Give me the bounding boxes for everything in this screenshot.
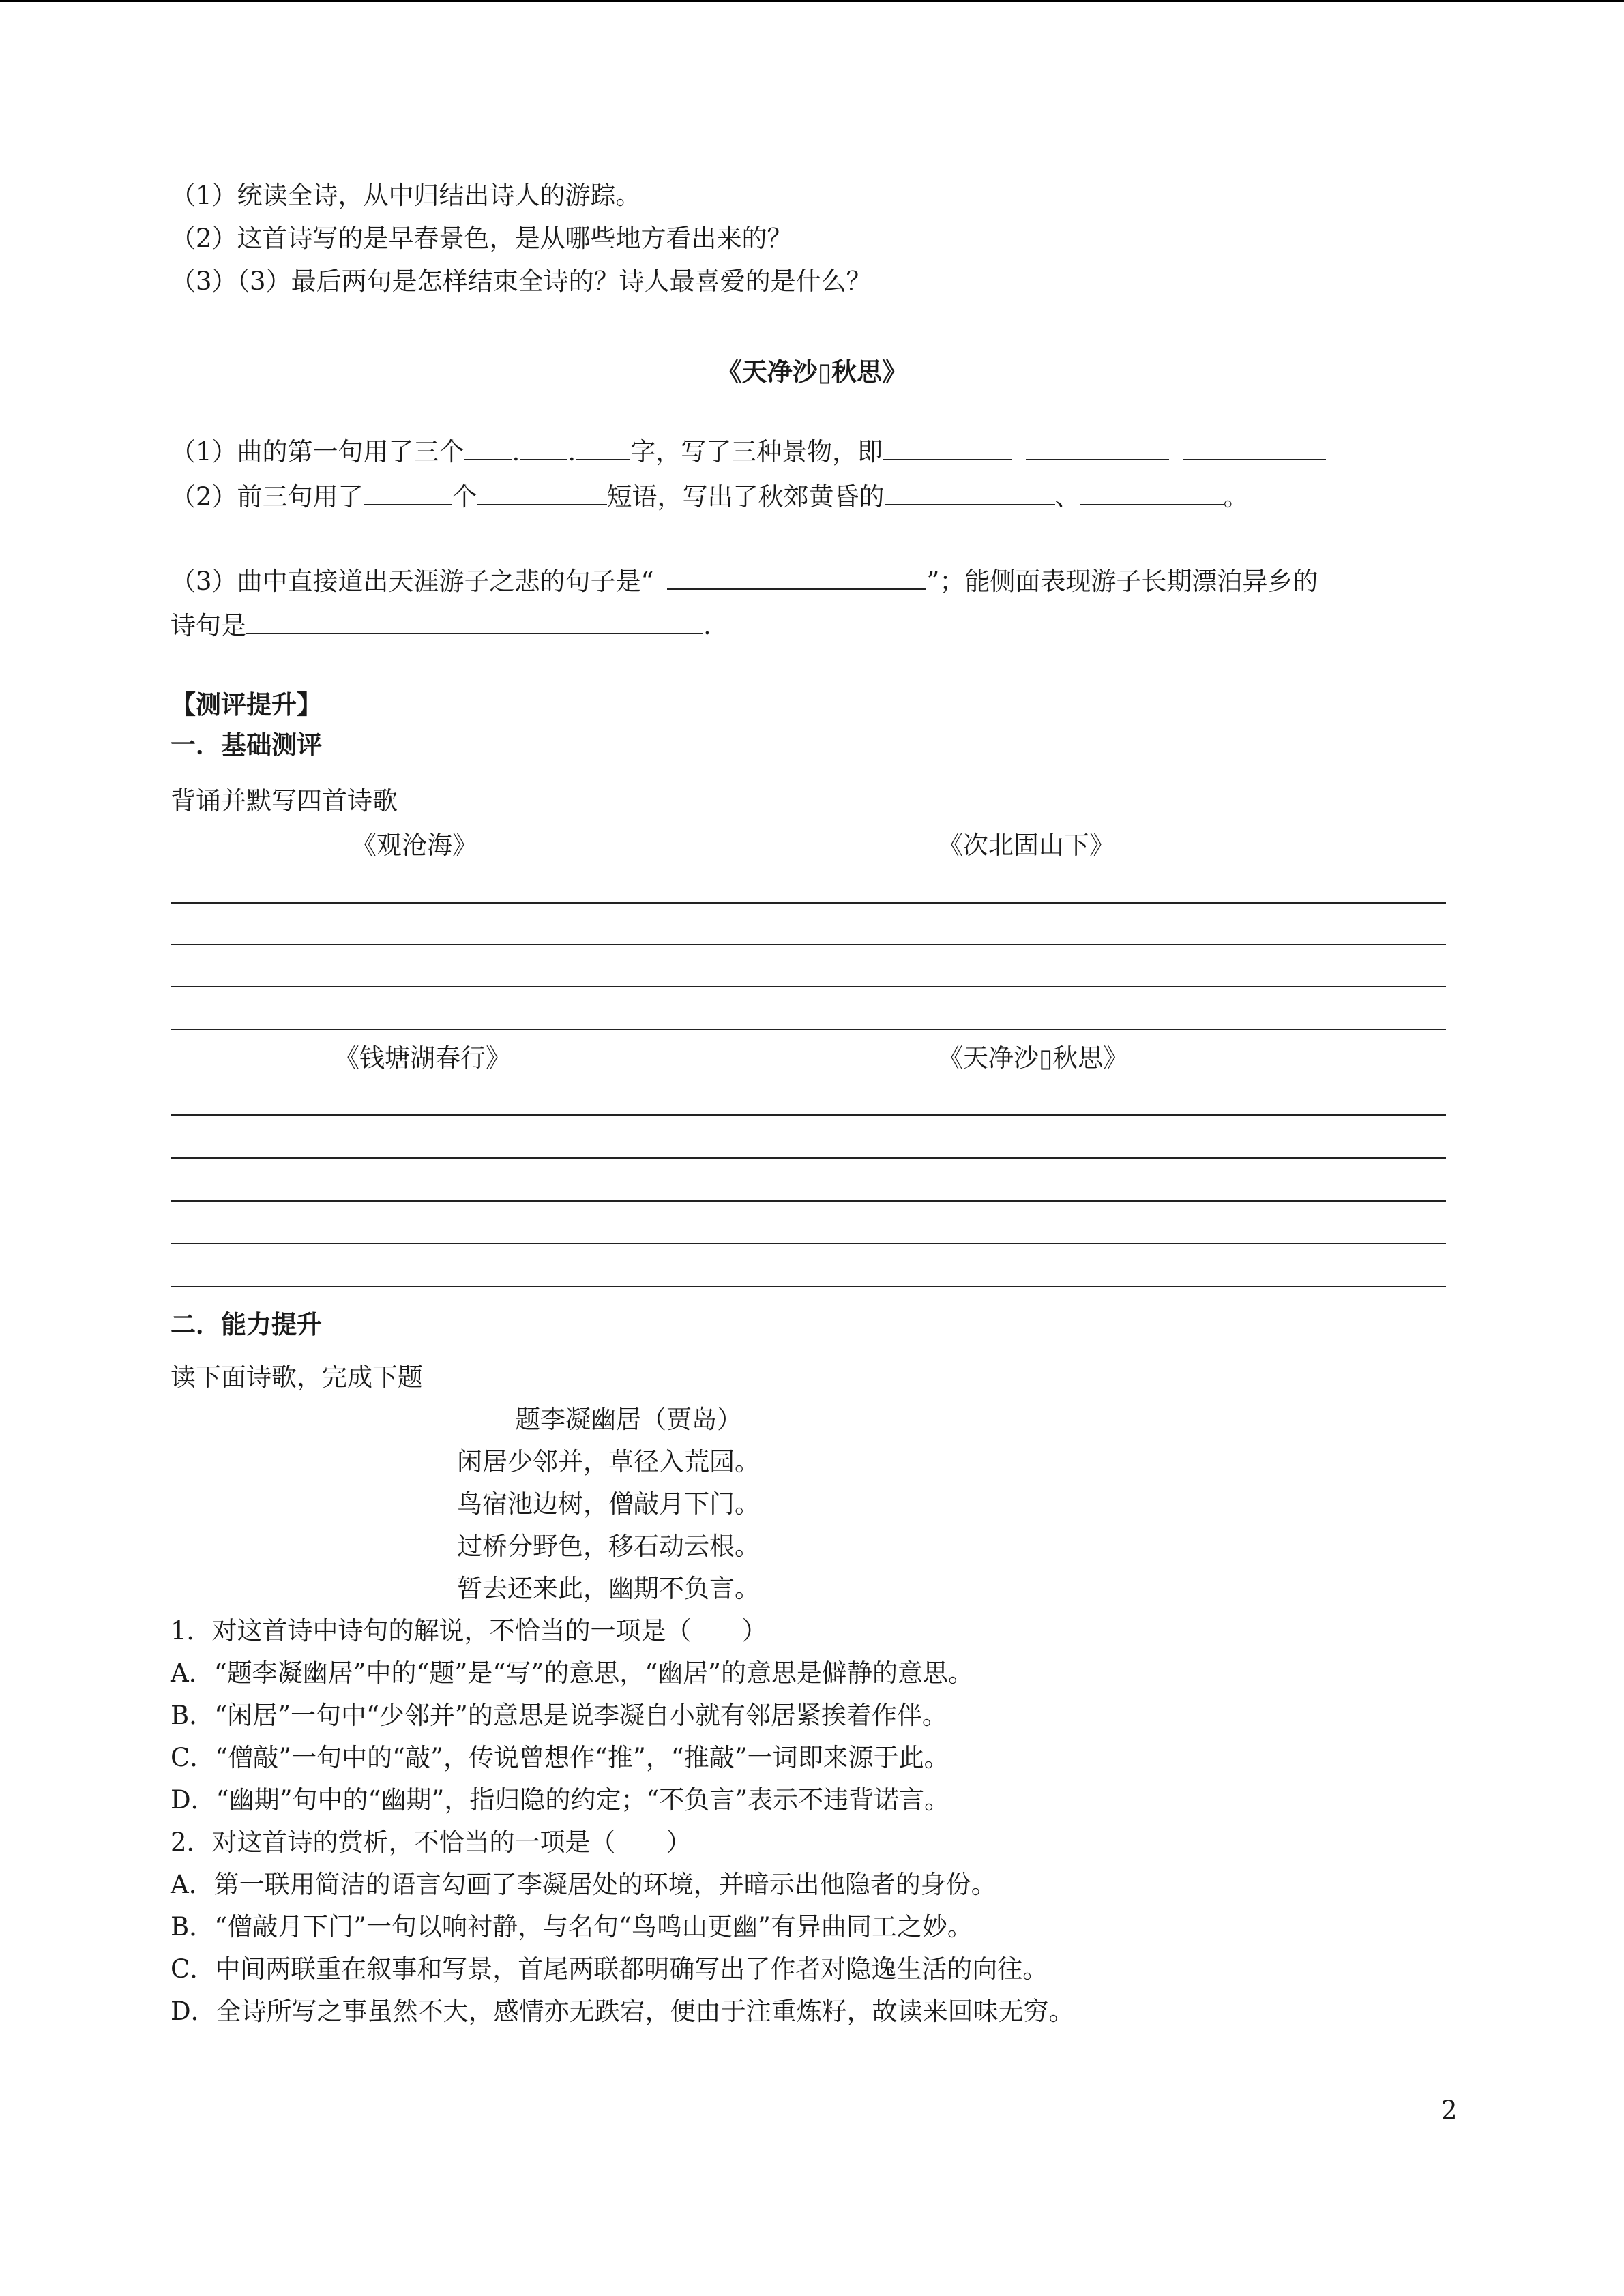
poem-line-2: 鸟宿池边树，僧敲月下门。 bbox=[457, 1489, 760, 1519]
tjs-q3-text-c: 诗句是 bbox=[171, 611, 246, 640]
answer-blank[interactable] bbox=[520, 434, 567, 460]
q2-option-d: D．全诗所写之事虽然不大，感情亦无跌宕，便由于注重炼籽，故读来回味无穷。 bbox=[171, 1997, 1074, 2026]
question-1-1: （1）统读全诗，从中归结出诗人的游踪。 bbox=[171, 181, 641, 210]
answer-blank[interactable] bbox=[1183, 434, 1326, 460]
answer-blank[interactable] bbox=[883, 434, 1012, 460]
tjs-q3-text-b: ”；能侧面表现游子长期漂泊异乡的 bbox=[926, 567, 1318, 596]
answer-blank[interactable] bbox=[1026, 434, 1169, 460]
writing-line[interactable] bbox=[171, 1243, 1446, 1244]
poem-title-qiantanghu: 《钱塘湖春行》 bbox=[334, 1043, 511, 1073]
tjs-q2-text-d: 、 bbox=[1054, 482, 1080, 511]
answer-blank[interactable] bbox=[1080, 479, 1224, 505]
tjs-question-3 bbox=[171, 564, 1318, 599]
page-number: 2 bbox=[1441, 2096, 1458, 2125]
poem-title-guancanghai: 《观沧海》 bbox=[351, 831, 477, 860]
answer-blank[interactable] bbox=[576, 434, 630, 460]
writing-line[interactable] bbox=[171, 1157, 1446, 1159]
tjs-q2-text-c: 短语，写出了秋郊黄昏的 bbox=[606, 482, 885, 511]
tjs-question-2 bbox=[171, 479, 1249, 514]
q2-option-b: B．“僧敲月下门”一句以响衬静，与名句“鸟鸣山更幽”有异曲同工之妙。 bbox=[171, 1912, 973, 1941]
q1-option-c: C．“僧敲”一句中的“敲”，传说曾想作“推”，“推敲”一词即来源于此。 bbox=[171, 1743, 949, 1772]
writing-line[interactable] bbox=[171, 986, 1446, 987]
answer-blank[interactable] bbox=[246, 608, 703, 634]
poem-line-3: 过桥分野色，移石动云根。 bbox=[457, 1532, 760, 1561]
q2-option-c: C．中间两联重在叙事和写景，首尾两联都明确写出了作者对隐逸生活的向往。 bbox=[171, 1954, 1048, 1984]
basic-heading: 一．基础测评 bbox=[171, 730, 322, 760]
writing-line[interactable] bbox=[171, 1286, 1446, 1287]
tjs-q2-text-e: 。 bbox=[1223, 482, 1249, 511]
q1-stem: 1．对这首诗中诗句的解说，不恰当的一项是（ ） bbox=[171, 1616, 767, 1645]
writing-line[interactable] bbox=[171, 1029, 1446, 1030]
answer-blank[interactable] bbox=[464, 434, 512, 460]
section-title: 【测评提升】 bbox=[171, 689, 322, 719]
answer-blank[interactable] bbox=[667, 564, 926, 590]
answer-blank[interactable] bbox=[364, 479, 452, 505]
answer-blank[interactable] bbox=[885, 479, 1055, 505]
q2-option-a: A．第一联用简洁的语言勾画了李凝居处的环境，并暗示出他隐者的身份。 bbox=[171, 1870, 996, 1899]
question-1-2: （2）这首诗写的是早春景色，是从哪些地方看出来的？ bbox=[171, 224, 793, 253]
tjs-q1-text-a: （1）曲的第一句用了三个 bbox=[171, 437, 464, 466]
tjs-question-1 bbox=[171, 434, 1326, 469]
q1-option-a: A．“题李凝幽居”中的“题”是“写”的意思，“幽居”的意思是僻静的意思。 bbox=[171, 1658, 974, 1688]
tjs-q2-text-a: （2）前三句用了 bbox=[171, 482, 364, 511]
tjs-q2-text-b: 个 bbox=[452, 482, 477, 511]
ability-heading: 二．能力提升 bbox=[171, 1309, 322, 1339]
q2-stem: 2．对这首诗的赏析，不恰当的一项是（ ） bbox=[171, 1828, 692, 1857]
ability-instruction: 读下面诗歌，完成下题 bbox=[171, 1362, 423, 1392]
tjs-q1-dot-1: . bbox=[512, 437, 520, 466]
poem-line-1: 闲居少邻并，草径入荒园。 bbox=[457, 1447, 760, 1476]
q1-option-d: D．“幽期”句中的“幽期”，指归隐的约定；“不负言”表示不违背诺言。 bbox=[171, 1785, 950, 1815]
poem-title-tianjingsha: 《天净沙▯秋思》 bbox=[938, 1043, 1129, 1073]
tjs-heading: 《天净沙▯秋思》 bbox=[716, 357, 908, 387]
answer-blank[interactable] bbox=[477, 479, 607, 505]
writing-line[interactable] bbox=[171, 902, 1446, 904]
q1-option-b: B．“闲居”一句中“少邻并”的意思是说李凝自小就有邻居紧挨着作伴。 bbox=[171, 1701, 947, 1730]
page-top-border bbox=[0, 0, 1624, 2]
question-1-3: （3）（3）最后两句是怎样结束全诗的？诗人最喜爱的是什么？ bbox=[171, 267, 872, 296]
writing-line[interactable] bbox=[171, 1200, 1446, 1202]
basic-instruction: 背诵并默写四首诗歌 bbox=[171, 786, 398, 816]
writing-line[interactable] bbox=[171, 1114, 1446, 1116]
tjs-question-3-cont bbox=[171, 608, 711, 643]
tjs-q1-text-b: 字，写了三种景物，即 bbox=[630, 437, 883, 466]
tjs-q1-dot-2: . bbox=[567, 437, 576, 466]
poem-title: 题李凝幽居（贾岛） bbox=[515, 1405, 742, 1434]
tjs-q3-text-d: . bbox=[703, 611, 711, 640]
tjs-q3-text-a: （3）曲中直接道出天涯游子之悲的句子是“ bbox=[171, 567, 654, 596]
poem-title-cibeigushan: 《次北固山下》 bbox=[938, 831, 1114, 860]
poem-line-4: 暂去还来此，幽期不负言。 bbox=[457, 1574, 760, 1603]
writing-line[interactable] bbox=[171, 944, 1446, 945]
